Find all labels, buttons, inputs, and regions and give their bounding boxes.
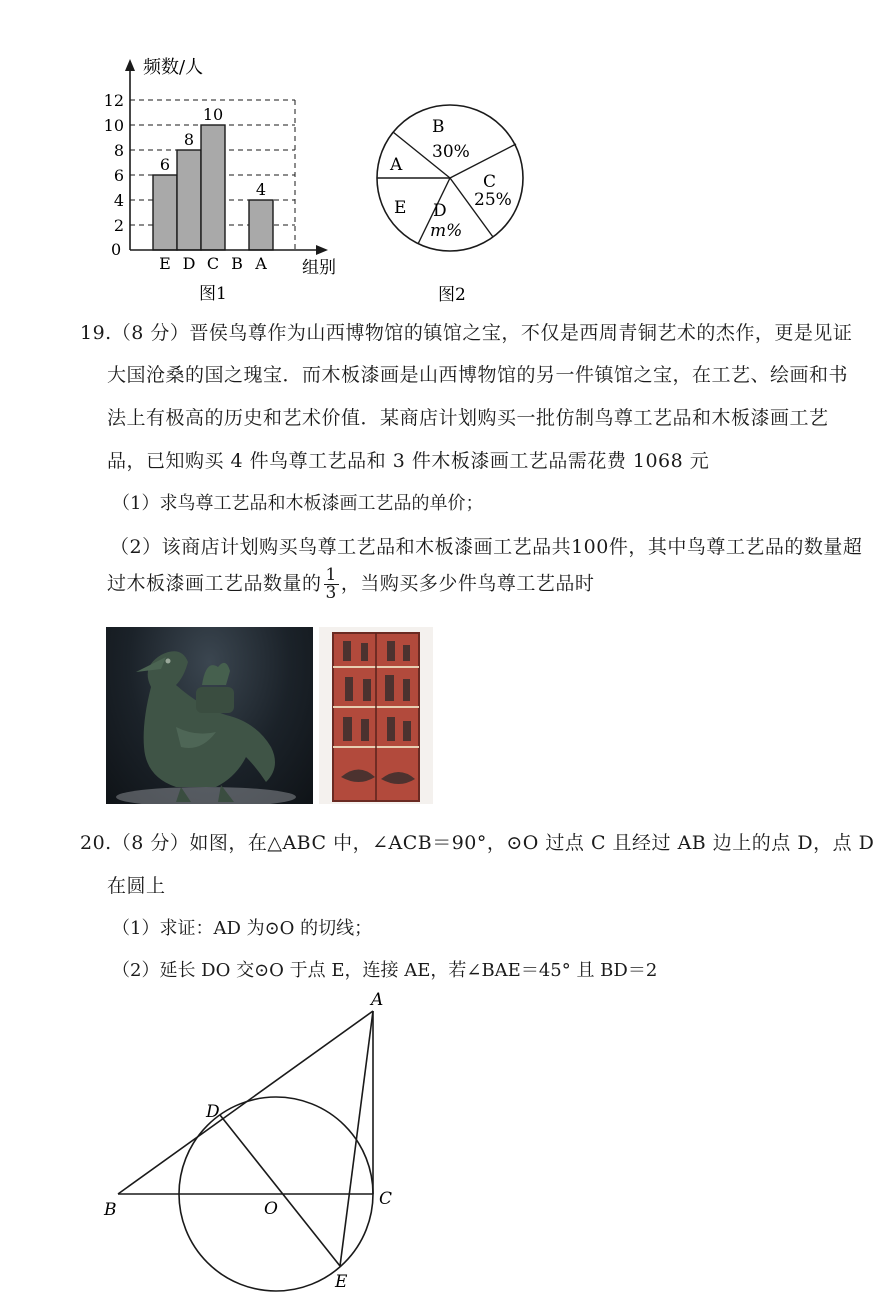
bar-D (177, 150, 201, 250)
y-tick-label: 4 (113, 191, 124, 210)
y-tick-label: 2 (113, 216, 124, 235)
data-label-D: 8 (183, 130, 195, 149)
point-o-label: O (264, 1199, 278, 1219)
category-label-D: D (182, 254, 196, 273)
segment-de (220, 1115, 340, 1266)
geometry-figure (100, 985, 410, 1295)
bar-chart (95, 55, 355, 305)
pie-label-b-pct: 30% (432, 142, 470, 162)
y-axis-arrow (125, 59, 135, 71)
bar-C (201, 125, 225, 250)
figure2-caption: 图2 (438, 285, 466, 305)
one-third-fraction (324, 567, 339, 602)
pie-label-e: E (394, 198, 407, 218)
pie-label-a: A (390, 155, 403, 175)
pie-label-b: B (432, 117, 445, 137)
figure1-caption: 图1 (199, 284, 227, 304)
q19-line1: 19.（8 分）晋侯鸟尊作为山西博物馆的镇馆之宝，不仅是西周青铜艺术的杰作，更是见证 (80, 322, 853, 344)
q20-line2: 在圆上 (107, 875, 166, 897)
y-tick-label: 12 (103, 91, 124, 110)
q19-part2-line1: （2）该商店计划购买鸟尊工艺品和木板漆画工艺品共100件，其中鸟尊工艺品的数量超 (110, 536, 863, 558)
pie-chart (370, 95, 530, 305)
point-b-label: B (104, 1200, 117, 1220)
data-label-E: 6 (159, 155, 171, 174)
pie-label-c: C (483, 172, 497, 192)
q19-part2-line2 (107, 567, 594, 602)
pie-label-d-pct: m% (430, 221, 463, 241)
q20-part1: （1）求证：AD 为⊙O 的切线； (112, 918, 373, 939)
pie-label-c-pct: 25% (474, 190, 512, 210)
bar-A (249, 200, 273, 250)
lacquer-painting-photo (319, 627, 433, 804)
bird-zun-photo (106, 627, 313, 804)
q19-part2-line2-a: 过木板漆画工艺品数量的 (107, 572, 322, 595)
fraction-numerator: 1 (325, 565, 337, 585)
x-axis-arrow (316, 245, 328, 255)
data-label-A: 4 (255, 180, 267, 199)
point-e-label: E (335, 1272, 348, 1292)
segment-ae (340, 1011, 373, 1266)
y-tick-label: 6 (113, 166, 124, 185)
bar-E (153, 175, 177, 250)
y-tick-label: 10 (103, 116, 124, 135)
pie-label-d: D (433, 201, 447, 221)
q20-line1: 20.（8 分）如图，在△ABC 中，∠ACB＝90°，⊙O 过点 C 且经过 AB 边上的点 D，点 D (80, 832, 875, 854)
data-label-C: 10 (202, 105, 224, 124)
x-axis-label: 组别 (302, 258, 336, 278)
y-axis-label: 频数/人 (143, 57, 204, 78)
fraction-denominator: 3 (325, 583, 337, 603)
y-tick-label: 8 (113, 141, 124, 160)
q19-line4: 品，已知购买 4 件鸟尊工艺品和 3 件木板漆画工艺品需花费 1068 元 (107, 450, 710, 472)
q19-part2-line2-b: ，当购买多少件鸟尊工艺品时 (340, 572, 595, 595)
category-label-B: B (231, 254, 243, 273)
q19-part1: （1）求鸟尊工艺品和木板漆画工艺品的单价； (112, 493, 484, 514)
q20-part2: （2）延长 DO 交⊙O 于点 E，连接 AE，若∠BAE＝45° 且 BD＝2 (112, 960, 658, 981)
category-label-C: C (206, 254, 220, 273)
point-d-label: D (206, 1102, 220, 1122)
category-label-A: A (255, 254, 267, 273)
point-c-label: C (379, 1189, 393, 1209)
point-a-label: A (371, 990, 384, 1010)
origin-label: 0 (111, 240, 122, 259)
segment-ab (118, 1011, 373, 1194)
q19-line2: 大国沧桑的国之瑰宝．而木板漆画是山西博物馆的另一件镇馆之宝，在工艺、绘画和书 (107, 364, 849, 386)
category-label-E: E (159, 254, 171, 273)
q19-line3: 法上有极高的历史和艺术价值．某商店计划购买一批仿制鸟尊工艺品和木板漆画工艺 (107, 407, 829, 429)
